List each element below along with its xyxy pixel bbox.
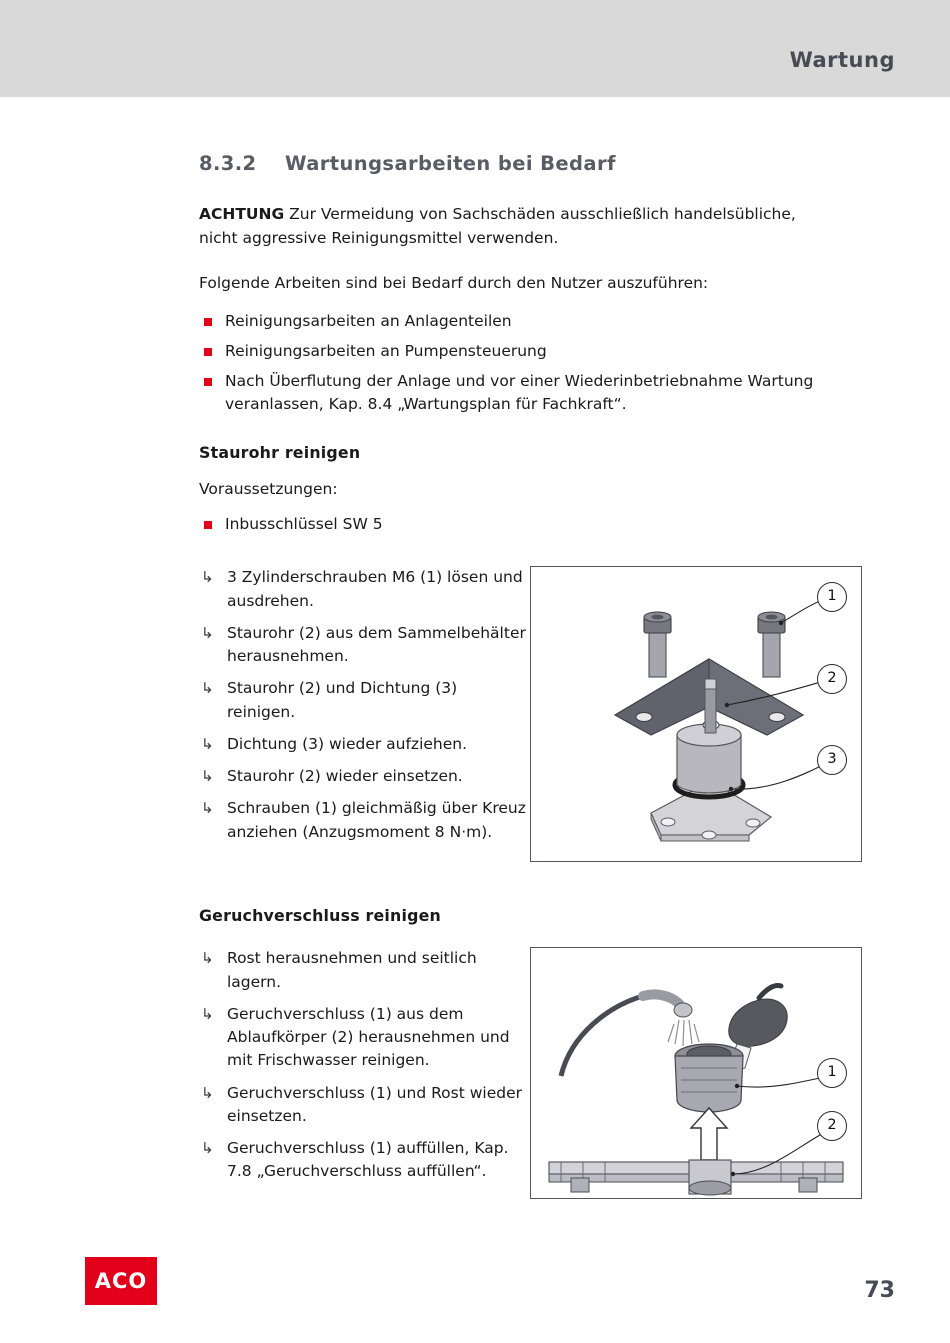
list-item: [199, 1003, 529, 1073]
subheading-staurohr: Staurohr reinigen: [199, 442, 361, 462]
list-item: [199, 622, 529, 669]
notice-text: Zur Vermeidung von Sachschäden ausschließlich handelsübliche, nicht aggressive Reinigungsmittel verwenden.: [199, 205, 796, 247]
list-item: [199, 797, 529, 844]
list-item: [199, 1137, 529, 1184]
list-item-label: Geruchverschluss (1) und Rost wieder einsetzen.: [227, 1083, 522, 1125]
notice-paragraph: [199, 203, 819, 250]
list-item-label: Staurohr (2) wieder einsetzen.: [227, 767, 463, 786]
section-heading: [199, 152, 899, 175]
figure-staurohr: [530, 566, 862, 862]
list-item: [199, 1082, 529, 1129]
list-item-label: 3 Zylinderschrauben M6 (1) lösen und ausdrehen.: [227, 568, 523, 610]
page-header: [0, 0, 950, 97]
staurohr-step-list: [199, 566, 529, 844]
prerequisites-label: Voraussetzungen:: [199, 479, 338, 498]
bullet-list: [199, 310, 899, 417]
list-item: [199, 566, 529, 613]
arrow-icon: ↳: [201, 1083, 214, 1102]
arrow-icon: ↳: [201, 767, 214, 786]
arrow-icon: ↳: [201, 949, 214, 968]
geruchverschluss-steps-column: [199, 947, 529, 1183]
list-item: [199, 370, 865, 417]
callout-3: 3: [817, 745, 847, 775]
section-number: 8.3.2: [199, 152, 257, 175]
list-item: [199, 310, 865, 333]
page-content: [199, 152, 899, 1203]
staurohr-illustration: [531, 567, 861, 861]
arrow-icon: ↳: [201, 1139, 214, 1158]
staurohr-block: [199, 566, 899, 866]
arrow-icon: ↳: [201, 623, 214, 642]
callout-2: 2: [817, 664, 847, 694]
list-item: [199, 947, 529, 994]
arrow-icon: ↳: [201, 734, 214, 753]
arrow-icon: ↳: [201, 568, 214, 587]
prerequisites-list: [199, 513, 899, 536]
callout-1: 1: [817, 582, 847, 612]
square-bullet-icon: [204, 318, 212, 326]
aco-logo: ACO: [85, 1257, 157, 1305]
geruchverschluss-illustration: [531, 948, 861, 1198]
arrow-icon: ↳: [201, 1004, 214, 1023]
intro-paragraph: Folgende Arbeiten sind bei Bedarf durch den Nutzer auszuführen:: [199, 274, 709, 293]
page-number: 73: [864, 1278, 895, 1303]
list-item: [199, 677, 529, 724]
arrow-icon: ↳: [201, 679, 214, 698]
list-item-label: Nach Überflutung der Anlage und vor einer Wiederinbetriebnahme Wartung veranlassen, Kap. 8.4 „Wartungsplan für Fachkraft“.: [225, 372, 814, 414]
callout-2: 2: [817, 1111, 847, 1141]
subheading-geruchverschluss: Geruchverschluss reinigen: [199, 906, 441, 926]
staurohr-steps-column: [199, 566, 529, 844]
figure-geruchverschluss: [530, 947, 862, 1199]
list-item-label: Inbusschlüssel SW 5: [225, 515, 383, 534]
list-item: [199, 765, 529, 788]
list-item-label: Schrauben (1) gleichmäßig über Kreuz anziehen (Anzugsmoment 8 N·m).: [227, 799, 526, 841]
list-item: [199, 340, 865, 363]
list-item-label: Staurohr (2) und Dichtung (3) reinigen.: [227, 679, 458, 721]
square-bullet-icon: [204, 378, 212, 386]
geruchverschluss-block: [199, 947, 899, 1203]
notice-label: ACHTUNG: [199, 205, 285, 223]
list-item: [199, 513, 865, 536]
list-item-label: Rost herausnehmen und seitlich lagern.: [227, 949, 477, 991]
list-item-label: Geruchverschluss (1) auffüllen, Kap. 7.8 „Geruchverschluss auffüllen“.: [227, 1139, 509, 1181]
list-item-label: Geruchverschluss (1) aus dem Ablaufkörper (2) herausnehmen und mit Frischwasser reinigen.: [227, 1004, 510, 1070]
list-item-label: Reinigungsarbeiten an Pumpensteuerung: [225, 341, 547, 360]
geruchverschluss-step-list: [199, 947, 529, 1183]
header-title: Wartung: [789, 48, 895, 72]
callout-1: 1: [817, 1058, 847, 1088]
section-title: Wartungsarbeiten bei Bedarf: [285, 152, 616, 175]
list-item-label: Reinigungsarbeiten an Anlagenteilen: [225, 311, 512, 330]
list-item-label: Staurohr (2) aus dem Sammelbehälter herausnehmen.: [227, 623, 526, 666]
arrow-icon: ↳: [201, 799, 214, 818]
square-bullet-icon: [204, 348, 212, 356]
list-item-label: Dichtung (3) wieder aufziehen.: [227, 734, 468, 753]
list-item: [199, 733, 529, 756]
square-bullet-icon: [204, 521, 212, 529]
